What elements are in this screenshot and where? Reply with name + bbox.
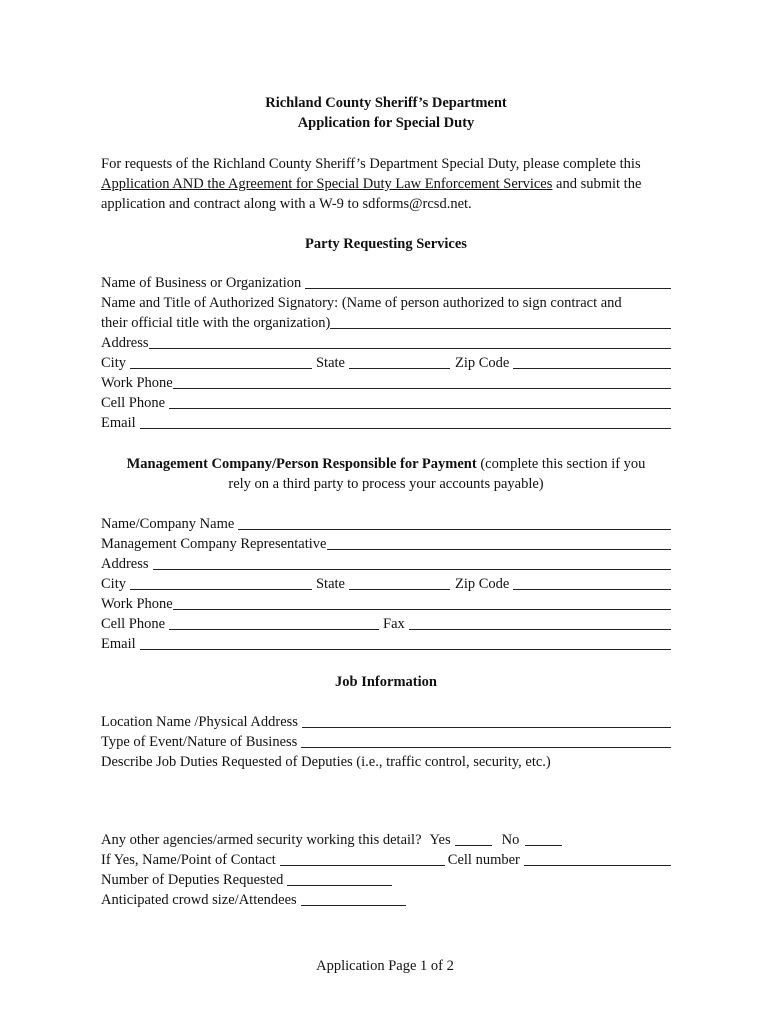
job-duties-row (101, 753, 671, 771)
mgmt-rep-label: Management Company Representative (101, 536, 327, 552)
signatory-row-1 (101, 294, 671, 312)
mgmt-work-phone-row (101, 595, 671, 613)
job-section-heading: Job Information (335, 674, 437, 690)
signatory-row-2 (101, 314, 671, 332)
job-event-type-row (101, 733, 671, 751)
mgmt-city-label: City (101, 576, 126, 592)
mgmt-cell-phone-label: Cell Phone (101, 616, 166, 632)
mgmt-city-field[interactable] (130, 589, 312, 590)
intro-text-after: and submit the application and contract along with a W-9 to sdforms@rcsd.net. (101, 176, 642, 212)
intro-paragraph (101, 154, 671, 214)
party-email-row (101, 414, 671, 432)
job-location-row (101, 713, 671, 731)
mgmt-zip-label: Zip Code (454, 576, 510, 592)
mgmt-name-field[interactable] (238, 529, 671, 530)
management-heading-bold: Management Company/Person Responsible for Payment (126, 456, 477, 472)
party-email-field[interactable] (140, 428, 671, 429)
job-duties-label: Describe Job Duties Requested of Deputies (i.e., traffic control, security, etc.) (101, 754, 551, 770)
management-heading-line2: rely on a third party to process your accounts payable) (228, 476, 544, 492)
signatory-field[interactable] (330, 328, 671, 329)
other-agencies-label: Any other agencies/armed security working this detail? (101, 832, 422, 848)
mgmt-state-label: State (315, 576, 345, 592)
party-cell-phone-label: Cell Phone (101, 395, 166, 411)
cell-number-label: Cell number (447, 852, 520, 868)
mgmt-cell-phone-row (101, 615, 671, 633)
party-work-phone-row (101, 374, 671, 392)
mgmt-name-row (101, 515, 671, 533)
crowd-field[interactable] (301, 905, 406, 906)
party-address-label: Address (101, 335, 149, 351)
management-section-heading (101, 454, 671, 494)
mgmt-city-row (101, 575, 671, 593)
contact-row (101, 851, 671, 869)
party-address-field[interactable] (149, 348, 671, 349)
contact-label: If Yes, Name/Point of Contact (101, 852, 276, 868)
signatory-label-2: their official title with the organization) (101, 315, 331, 331)
party-email-label: Email (101, 415, 136, 431)
page-footer: Application Page 1 of 2 (316, 958, 454, 974)
mgmt-state-field[interactable] (349, 589, 450, 590)
job-event-type-field[interactable] (301, 747, 671, 748)
party-zip-field[interactable] (513, 368, 671, 369)
mgmt-fax-label: Fax (383, 616, 405, 632)
crowd-row (101, 891, 671, 909)
other-agencies-no-field[interactable] (525, 845, 562, 846)
party-city-label: City (101, 355, 126, 371)
cell-number-field[interactable] (524, 865, 671, 866)
mgmt-name-label: Name/Company Name (101, 516, 235, 532)
document-title: Richland County Sheriff’s Department (265, 95, 507, 111)
other-agencies-row (101, 831, 671, 849)
management-heading-rest: (complete this section if you (476, 456, 646, 472)
signatory-label-1: Name and Title of Authorized Signatory: (Name of person authorized to sign contract and (101, 295, 622, 311)
agreement-link[interactable]: Application AND the Agreement for Special Duty Law Enforcement Services (101, 176, 553, 192)
party-address-row (101, 334, 671, 352)
business-name-label: Name of Business or Organization (101, 275, 302, 291)
party-zip-label: Zip Code (454, 355, 510, 371)
mgmt-work-phone-field[interactable] (173, 609, 671, 610)
party-cell-phone-row (101, 394, 671, 412)
party-state-field[interactable] (349, 368, 450, 369)
business-name-field[interactable] (305, 288, 671, 289)
mgmt-cell-phone-field[interactable] (169, 629, 379, 630)
other-agencies-yes-field[interactable] (455, 845, 492, 846)
mgmt-address-field[interactable] (153, 569, 671, 570)
deputies-label: Number of Deputies Requested (101, 872, 284, 888)
mgmt-rep-field[interactable] (327, 549, 672, 550)
party-work-phone-label: Work Phone (101, 375, 173, 391)
mgmt-zip-field[interactable] (513, 589, 671, 590)
party-work-phone-field[interactable] (173, 388, 671, 389)
party-cell-phone-field[interactable] (169, 408, 671, 409)
party-city-row (101, 354, 671, 372)
deputies-field[interactable] (287, 885, 392, 886)
intro-text-before: For requests of the Richland County Sheriff’s Department Special Duty, please complete this (101, 156, 641, 172)
job-location-label: Location Name /Physical Address (101, 714, 298, 730)
business-name-row (101, 274, 671, 292)
document-subtitle: Application for Special Duty (297, 115, 475, 131)
mgmt-work-phone-label: Work Phone (101, 596, 173, 612)
job-location-field[interactable] (302, 727, 671, 728)
mgmt-email-label: Email (101, 636, 136, 652)
other-agencies-no-label: No (501, 832, 520, 848)
mgmt-address-label: Address (101, 556, 149, 572)
crowd-label: Anticipated crowd size/Attendees (101, 892, 297, 908)
job-event-type-label: Type of Event/Nature of Business (101, 734, 298, 750)
mgmt-fax-field[interactable] (409, 629, 671, 630)
contact-field[interactable] (280, 865, 445, 866)
job-duties-area[interactable] (101, 775, 671, 825)
party-section-heading: Party Requesting Services (305, 236, 467, 252)
mgmt-email-row (101, 635, 671, 653)
mgmt-rep-row (101, 535, 671, 553)
party-state-label: State (315, 355, 345, 371)
other-agencies-yes-label: Yes (429, 832, 451, 848)
party-city-field[interactable] (130, 368, 312, 369)
mgmt-email-field[interactable] (140, 649, 671, 650)
mgmt-address-row (101, 555, 671, 573)
deputies-row (101, 871, 671, 889)
